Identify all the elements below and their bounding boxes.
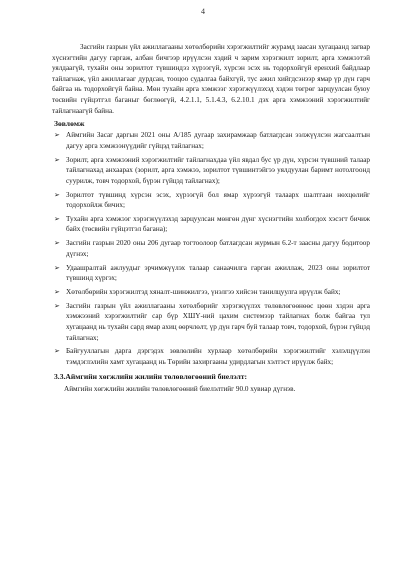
list-item [52,238,370,259]
page-content [52,42,370,394]
list-item [52,346,370,367]
bullet-icon: ➢ [54,288,61,296]
list-item-text: Удаашралтай ажлуудыг эрчимжүүлэх талаар санаачилга гарган ажиллаж, 2023 оны зорилтот түвшинд хүргэх; [66,263,370,283]
list-item-text: Зорилтот түвшинд хүрсэн эсэх, хүрээгүй бол ямар хүрээгүй талаарх шалтгаан нөхцөлийг тодорхойлж бичих; [66,190,370,210]
list-item [52,301,370,343]
list-item [52,155,370,187]
section-heading: 3.3.Аймгийн хөгжлийн жилийн төлөвлөгөөний биелэлт: [54,371,248,381]
bullet-icon: ➢ [54,190,61,199]
list-item [52,287,370,298]
recommendations-list [52,130,370,367]
bullet-icon: ➢ [54,301,61,310]
page-number: 4 [201,7,205,16]
bullet-icon: ➢ [54,239,61,248]
list-item-text: Тухайн арга хэмжээг хэрэгжүүлэхэд зарцуулсан мөнгөн дүнг хүснэгтийн холбогдох хэсэгт бичиж байх (төсвийн гүйцэтгэл багана); [66,214,370,234]
list-item-text: Зорилт, арга хэмжээний хэрэгжилтийг тайлагнахдаа үйл явдал бус үр дүн, хүрсэн түвшний талаар тайлагнахад анхаарах (зорилт, арга хэмжээ, зорилтот түвшинтэйгээ уялдуулан баримт нотолгоонд суурилж, товч тодорхой, бүрэн гүйцэд тайлагнах); [66,155,370,185]
list-item-text: Хөтөлбөрийн хэрэгжилтэд хяналт-шинжилгээ, үнэлгээ хийсэн танилцуулга ирүүлж байх; [66,288,341,296]
section-3-3 [52,371,370,395]
list-item [52,214,370,235]
intro-paragraph: Засгийн газрын үйл ажиллагааны хөтөлбөрийн хэрэгжилтийг журамд заасан хугацаанд загвар хүснэгтийн дагуу гаргаж, албан бичгээр ирүүлсэн хэдий ч зарим хэрэгжилт зорилт, арга хэмжээтэй уялдаагүй, тухайн оны зорилтот түвшиндэз хүрээгүй, хүрсэн эсэх нь тодорхойгүй еренхий байдлаар тайлагнаж, үйл ажиллагааг дурдсан, тооцоо судалгаа байхгүй, тус ажил хийгдсэнээр ямар үр дүн гарч байгаа нь тодорхойгүй байна. Мөн тухайн арга хэмжээг хэрэгжүүлэхэд хэдэн төгрөг зарцуулсан буюу төсвийн гүйцэтгэл баганыг бөглөөгүй, 4.2.1.1, 5.1.4.3, 6.2.10.1 дэх арга хэмжээний хэрэгжилтийг тайлагнаагүй байна. [52,43,370,115]
list-item [52,130,370,151]
bullet-icon: ➢ [54,347,61,356]
list-item-text: Засгийн газрын 2020 оны 206 дугаар тогтоолоор батлагдсан журмын 6.2-т заасны дагуу бодитоор дүгнэх; [66,239,370,258]
list-item [52,263,370,284]
list-item [52,190,370,211]
section-body: Аймгийн хөгжлийн жилийн төлөвлөгөөний биелэлтийг 90.0 хувиар дүгнэв. [64,384,296,393]
bullet-icon: ➢ [54,214,61,223]
recommendations-heading: Зөвлөмж [54,119,85,129]
bullet-icon: ➢ [54,155,61,164]
list-item-text: Аймгийн Засаг даргын 2021 оны А/185 дугаар захирамжаар батлагдсан ээлжүүлсэн жагсаалтын дагуу арга хэмжээнүүдийг гүйцэд тайлагнах; [66,131,370,150]
list-item-text: Засгийн газрын үйл ажиллагааны хөтөлбөрийг хэрэгжүүлэх төлөвлөгөөнөөс цөөн хэдэн арга хэмжээний хэрэгжилтийг сар бүр ХШҮ-ний цахим системээр тайлагнах болж байгаа тул хугацаанд нь тухайн сард ямар ахиц өөрчлөлт, үр дүн гарч буй талаар товч, тодорхой, бүрэн гүйцэд тайлагнах; [66,301,370,342]
bullet-icon: ➢ [54,263,61,272]
bullet-icon: ➢ [54,131,61,140]
list-item-text: Байгууллагын дарга дэргэдэх зөвлөлийн хурлаар хөтөлбөрийн хэрэгжилтийг хэлэлцүүлэн тэмдэглэлийн хамт хугацаанд нь Төрийн захиргааны удирдлагын хэлтэст ирүүлж байх; [66,347,370,366]
